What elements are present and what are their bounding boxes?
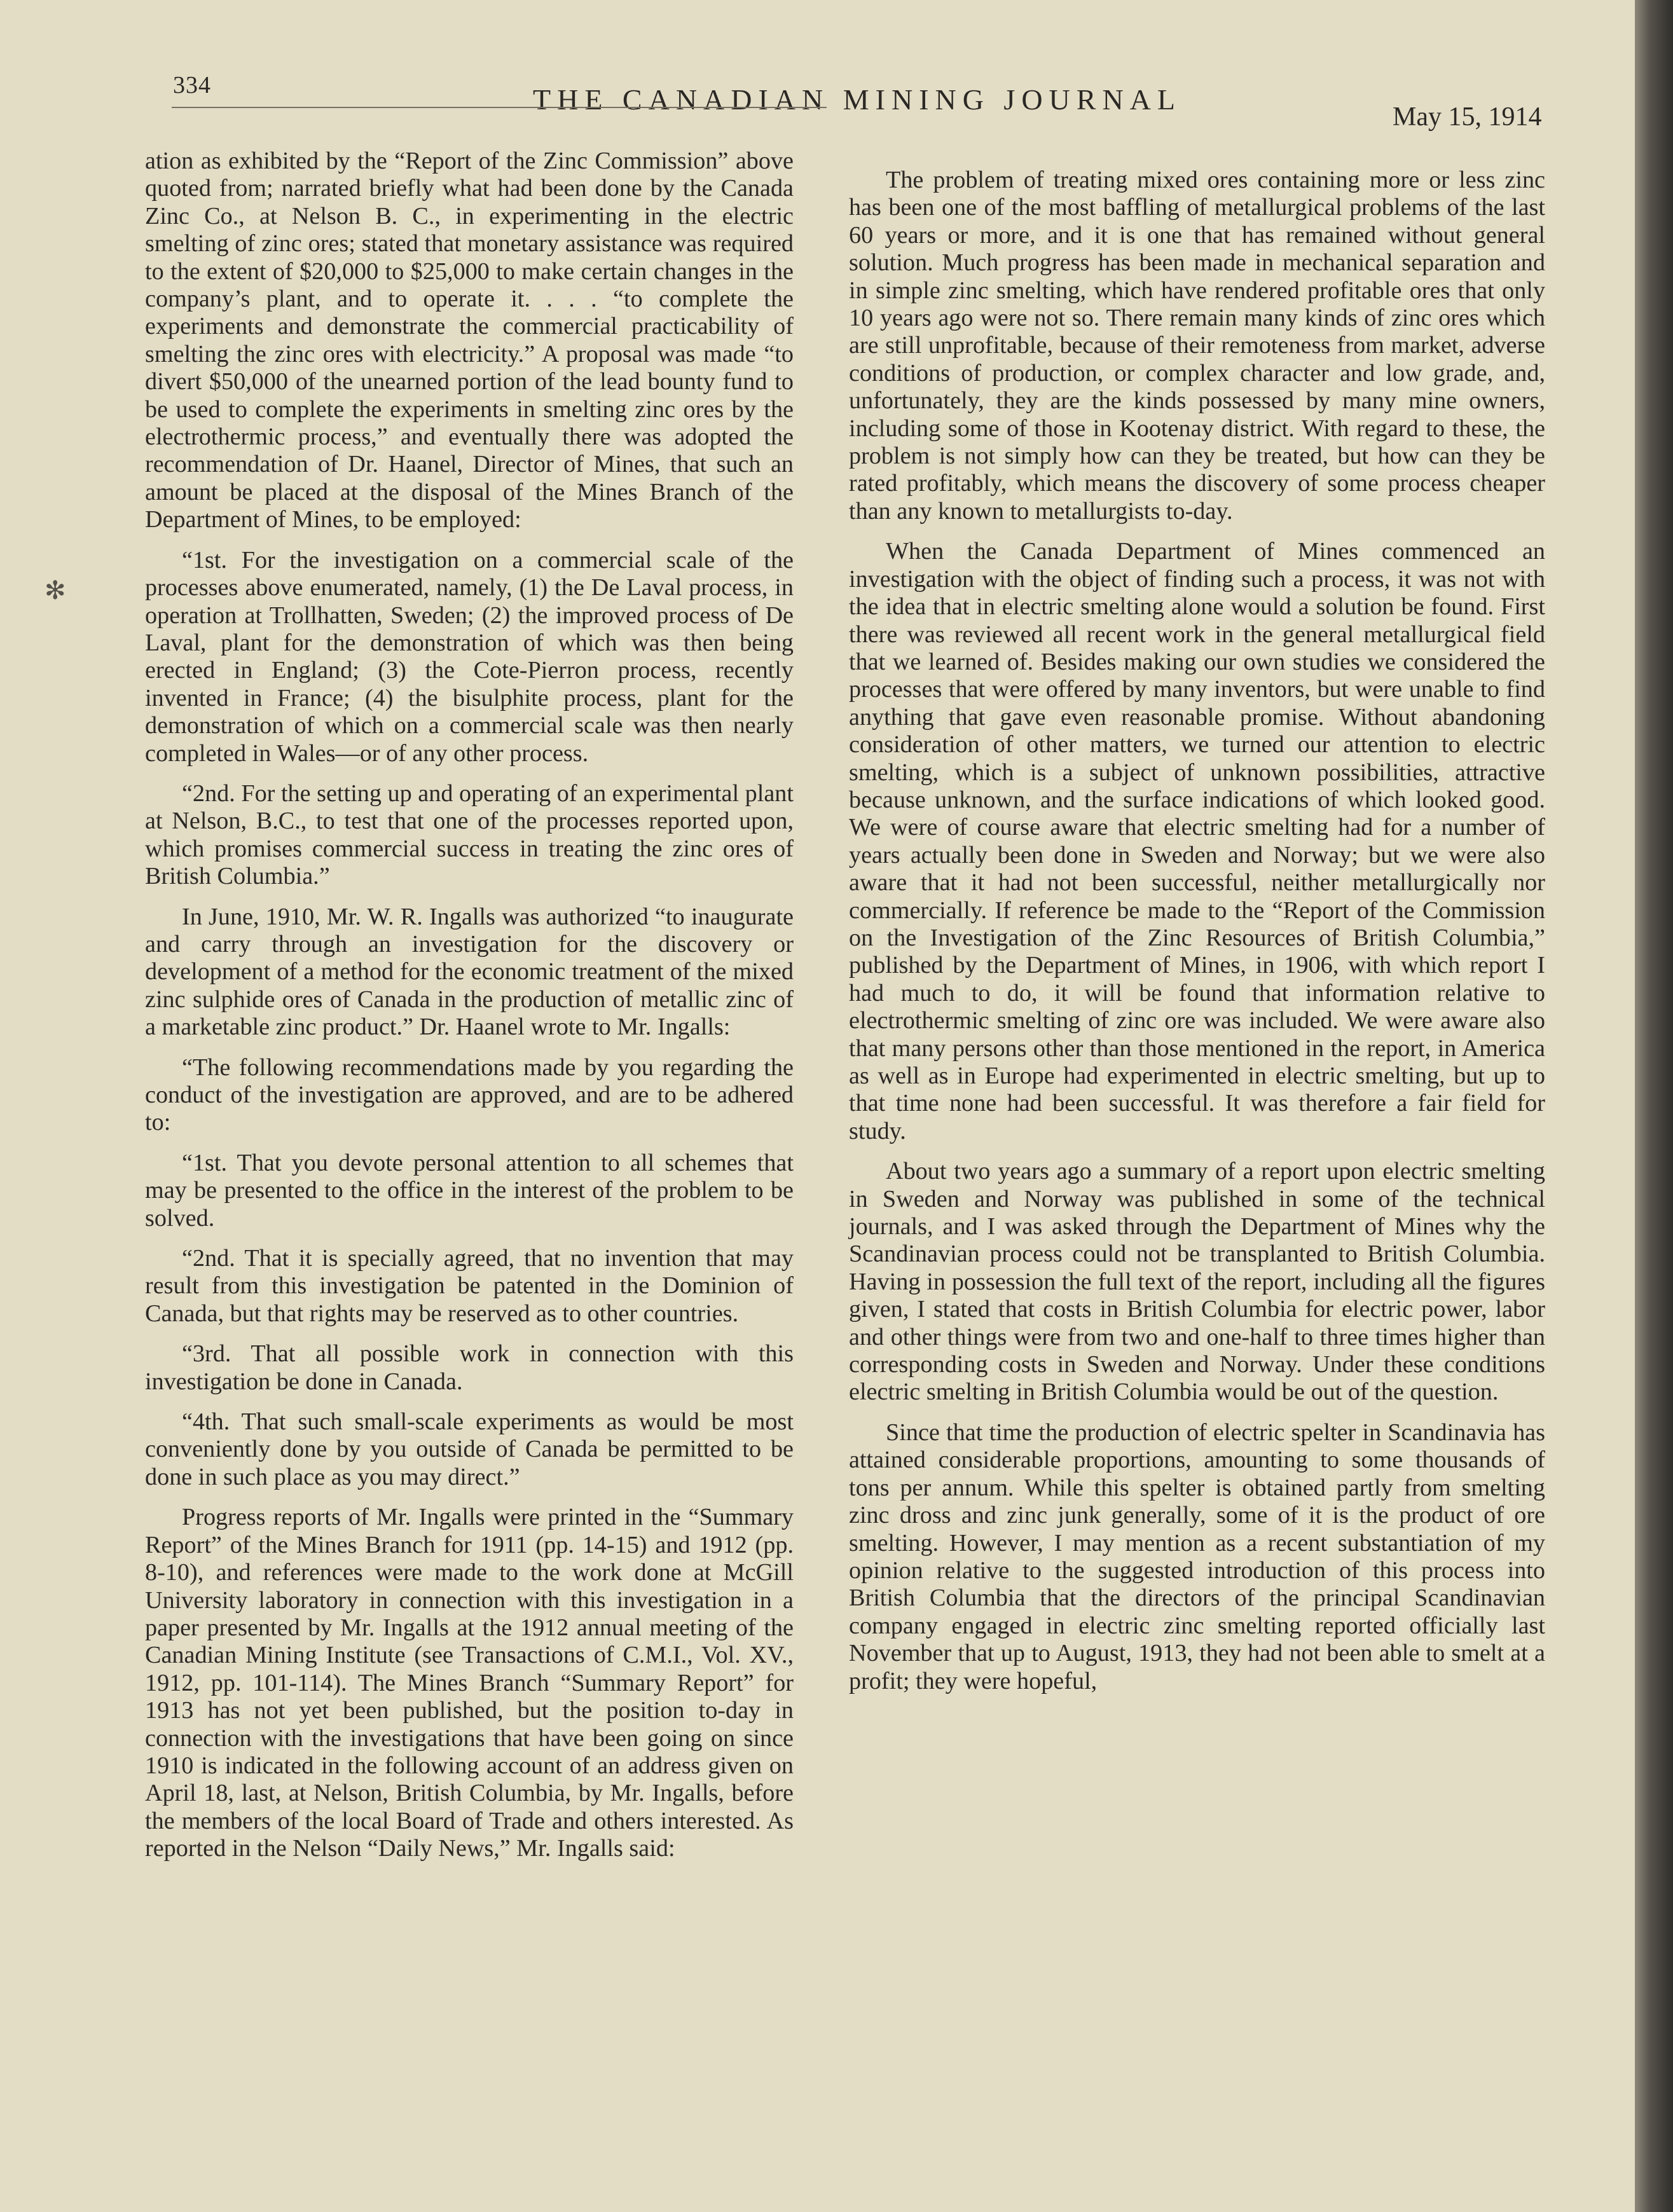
right-column (849, 167, 1545, 1708)
paragraph: When the Canada Department of Mines commenced an investigation with the object of finding such a process, it was not with the idea that in electric smelting alone would a solution be found. First there was reviewed all recent work in the general metallurgical field that we learned of. Besides making our own studies we considered the processes that were offered by many inventors, but were unable to find anything that gave even reasonable promise. Without abandoning consideration of other matters, we turned our attention to electric smelting, which is a subject of unknown possibilities, attractive because unknown, and the surface indications of which looked good. We were of course aware that electric smelting had for a number of years actually been done in Sweden and Norway; but we were also aware that it had not been successful, neither metallurgically nor commercially. If reference be made to the “Report of the Commission on the Investigation of the Zinc Resources of British Columbia,” published by the Department of Mines, in 1906, with which report I had much to do, it will be found that information relative to electrothermic smelting of zinc ore was included. We were aware also that many persons other than those mentioned in the report, in America as well as in Europe had experimented in electric smelting, but up to that time none had been successful. It was therefore a fair field for study. (849, 538, 1545, 1144)
paragraph: “1st. For the investigation on a commercial scale of the processes above enumerated, namely, (1) the De Laval process, in operation at Trollhatten, Sweden; (2) the improved process of De Laval, plant for the demonstration of which was then being erected in England; (3) the Cote-Pierron process, recently invented in France; (4) the bisulphite process, plant for the demonstration of which on a commercial scale was then nearly completed in Wales—or of any other process. (145, 546, 794, 767)
left-column (145, 148, 794, 1876)
paragraph: “2nd. For the setting up and operating of an experimental plant at Nelson, B.C., to test that one of the processes reported upon, which promises commercial success in treating the zinc ores of British Columbia.” (145, 780, 794, 890)
paragraph: Since that time the production of electric spelter in Scandinavia has attained considerable proportions, amounting to some thousands of tons per annum. While this spelter is obtained partly from smelting zinc dross and zinc junk generally, some of it is the product of ore smelting. However, I may mention as a recent substantiation of my opinion relative to the suggested introduction of this process into British Columbia that the directors of the principal Scandinavian company engaged in electric zinc smelting reported officially last November that up to August, 1913, they had not been able to smelt at a profit; they were hopeful, (849, 1419, 1545, 1694)
margin-mark: ✻ (45, 576, 66, 605)
paragraph: “The following recommendations made by you regarding the conduct of the investigation are approved, and are to be adhered to: (145, 1054, 794, 1136)
paragraph: In June, 1910, Mr. W. R. Ingalls was authorized “to inaugurate and carry through an investigation for the discovery or development of a method for the economic treatment of the mixed zinc sulphide ores of Canada in the production of metallic zinc of a marketable zinc product.” Dr. Haanel wrote to Mr. Ingalls: (145, 903, 794, 1041)
paragraph: “4th. That such small-scale experiments as would be most conveniently done by you outside of Canada be permitted to be done in such place as you may direct.” (145, 1408, 794, 1490)
book-binding-edge (1635, 0, 1673, 2212)
page-number: 334 (173, 72, 211, 99)
paragraph: The problem of treating mixed ores containing more or less zinc has been one of the most baffling of metallurgical problems of the last 60 years or more, and it is one that has remained without general solution. Much progress has been made in mechanical separation and in simple zinc smelting, which have rendered profitable ores that only 10 years ago were not so. There remain many kinds of zinc ores which are still unprofitable, because of their remoteness from market, adverse conditions of production, or complex character and low grade, and, unfortunately, they are the kinds possessed by many mine owners, including some of those in Kootenay district. With regard to these, the problem is not simply how can they be treated, but how can they be rated profitably, which means the discovery of some process cheaper than any known to metallurgists to-day. (849, 167, 1545, 525)
paragraph: “1st. That you devote personal attention to all schemes that may be presented to the office in the interest of the problem to be solved. (145, 1149, 794, 1232)
issue-date: May 15, 1914 (1393, 102, 1542, 132)
paragraph: Progress reports of Mr. Ingalls were printed in the “Summary Report” of the Mines Branch for 1911 (pp. 14-15) and 1912 (pp. 8-10), and references were made to the work done at McGill University laboratory in connection with this investigation in a paper presented by Mr. Ingalls at the 1912 annual meeting of the Canadian Mining Institute (see Transactions of C.M.I., Vol. XV., 1912, pp. 101-114). The Mines Branch “Summary Report” for 1913 has not yet been published, but the position to-day in connection with the investigations that have been going on since 1910 is indicated in the following account of an address given on April 18, last, at Nelson, British Columbia, by Mr. Ingalls, before the members of the local Board of Trade and others interested. As reported in the Nelson “Daily News,” Mr. Ingalls said: (145, 1504, 794, 1862)
header-rule (172, 107, 827, 108)
journal-title: THE CANADIAN MINING JOURNAL (533, 83, 1181, 116)
paragraph: “3rd. That all possible work in connection with this investigation be done in Canada. (145, 1340, 794, 1395)
paragraph: “2nd. That it is specially agreed, that no invention that may result from this investigation be patented in the Dominion of Canada, but that rights may be reserved as to other countries. (145, 1245, 794, 1327)
paragraph: ation as exhibited by the “Report of the Zinc Commission” above quoted from; narrated briefly what had been done by the Canada Zinc Co., at Nelson B. C., in experimenting in the electric smelting of zinc ores; stated that monetary assistance was required to the extent of $20,000 to $25,000 to make certain changes in the company’s plant, and to operate it. . . . “to complete the experiments and demonstrate the commercial practicability of smelting the zinc ores with electricity.” A proposal was made “to divert $50,000 of the unearned portion of the lead bounty fund to be used to complete the experiments in smelting zinc ores by the electrothermic process,” and eventually there was adopted the recommendation of Dr. Haanel, Director of Mines, that such an amount be placed at the disposal of the Mines Branch of the Department of Mines, to be employed: (145, 148, 794, 533)
paragraph: About two years ago a summary of a report upon electric smelting in Sweden and Norway was published in some of the technical journals, and I was asked through the Department of Mines why the Scandinavian process could not be transplanted to British Columbia. Having in possession the full text of the report, including all the figures given, I stated that costs in British Columbia for electric power, labor and other things were from two and one-half to three times higher than corresponding costs in Sweden and Norway. Under these conditions electric smelting in British Columbia would be out of the question. (849, 1158, 1545, 1406)
